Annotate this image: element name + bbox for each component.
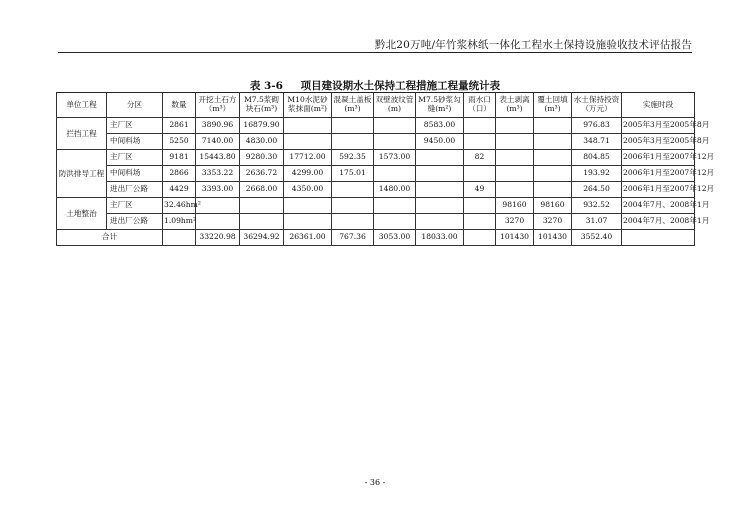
column-header: 双壁波纹管(m) (374, 93, 416, 118)
table-title (0, 78, 750, 93)
table-cell: 49 (464, 182, 496, 198)
column-header: 实施时段 (622, 93, 695, 118)
table-cell: 264.50 (572, 182, 622, 198)
table-cell: 2668.00 (240, 182, 284, 198)
table-cell (374, 166, 416, 182)
table-cell: 7140.00 (196, 134, 240, 150)
table-cell: 主厂区 (107, 198, 163, 214)
table-cell: 32.46hm² (163, 198, 196, 214)
table-cell (534, 166, 572, 182)
table-row (57, 182, 695, 198)
table-cell: 9280.30 (240, 150, 284, 166)
table-row (57, 150, 695, 166)
table-cell (332, 118, 374, 134)
table-cell: 1.09hm² (163, 214, 196, 230)
table-cell: 348.71 (572, 134, 622, 150)
table-cell: 2006年1月至2007年12月 (622, 182, 695, 198)
table-cell: 175.01 (332, 166, 374, 182)
group-label: 拦挡工程 (57, 118, 107, 150)
table-number: 表 3-6 (249, 80, 283, 92)
group-label: 防洪排导工程 (57, 150, 107, 198)
table-cell (284, 198, 332, 214)
table-cell (196, 214, 240, 230)
column-header: 水土保持投资（万元） (572, 93, 622, 118)
table-cell: 3890.96 (196, 118, 240, 134)
table-cell (464, 230, 496, 246)
table-cell: 98160 (534, 198, 572, 214)
table-cell: 101430 (534, 230, 572, 246)
table-cell (416, 214, 464, 230)
column-header: 单位工程 (57, 93, 107, 118)
table-cell: 98160 (496, 198, 534, 214)
table-cell: 主厂区 (107, 150, 163, 166)
column-header: 数量 (163, 93, 196, 118)
table-cell: 3053.00 (374, 230, 416, 246)
column-header: 分区 (107, 93, 163, 118)
table-cell: 3552.40 (572, 230, 622, 246)
table-cell: 1480.00 (374, 182, 416, 198)
table-cell: 3393.00 (196, 182, 240, 198)
table-cell (496, 182, 534, 198)
table-cell: 804.85 (572, 150, 622, 166)
table-cell: 2004年7月、2008年1月 (622, 214, 695, 230)
table-cell: 4350.00 (284, 182, 332, 198)
quantity-statistics-table (56, 92, 715, 246)
total-label: 合计 (57, 230, 163, 246)
column-header: 覆土回填(m³) (534, 93, 572, 118)
table-cell: 5250 (163, 134, 196, 150)
table-cell (464, 166, 496, 182)
table-caption: 项目建设期水土保持工程措施工程量统计表 (300, 80, 501, 92)
table-cell (332, 134, 374, 150)
table-cell: 4299.00 (284, 166, 332, 182)
table-cell (332, 198, 374, 214)
table-cell: 767.36 (332, 230, 374, 246)
table-cell (464, 118, 496, 134)
table-cell (496, 118, 534, 134)
table-cell: 82 (464, 150, 496, 166)
table-cell (496, 150, 534, 166)
table-cell (374, 214, 416, 230)
table-cell (163, 230, 196, 246)
table-cell: 16879.90 (240, 118, 284, 134)
table-cell: 进出厂公路 (107, 214, 163, 230)
table-cell: 2636.72 (240, 166, 284, 182)
table-cell (464, 214, 496, 230)
table-cell (622, 230, 695, 246)
table-cell (496, 134, 534, 150)
table-cell (416, 198, 464, 214)
table-cell: 3270 (496, 214, 534, 230)
table-cell (534, 150, 572, 166)
table-cell (332, 182, 374, 198)
table-cell (284, 214, 332, 230)
table-row (57, 198, 695, 214)
table-cell (332, 214, 374, 230)
page-number: - 36 - (364, 478, 386, 487)
table-cell: 976.83 (572, 118, 622, 134)
table-cell: 592.35 (332, 150, 374, 166)
table-cell (416, 166, 464, 182)
table-cell: 2006年1月至2007年12月 (622, 166, 695, 182)
column-header: M7.5浆砌块石(m³) (240, 93, 284, 118)
table-header-row (57, 93, 695, 118)
table-cell (416, 150, 464, 166)
group-label: 土地整治 (57, 198, 107, 230)
table-cell (464, 134, 496, 150)
table-cell: 2861 (163, 118, 196, 134)
table-cell: 17712.00 (284, 150, 332, 166)
column-header: 表土剥离(m³) (496, 93, 534, 118)
table-cell: 36294.92 (240, 230, 284, 246)
table-cell: 3353.22 (196, 166, 240, 182)
table-cell: 2005年3月至2005年8月 (622, 134, 695, 150)
table-cell: 18033.00 (416, 230, 464, 246)
table-row (57, 118, 695, 134)
table-cell: 2866 (163, 166, 196, 182)
header-rule (58, 52, 692, 53)
table-cell (240, 198, 284, 214)
table-cell: 主厂区 (107, 118, 163, 134)
table-cell: 15443.80 (196, 150, 240, 166)
table-cell (284, 134, 332, 150)
table-row (57, 134, 695, 150)
table-cell (534, 118, 572, 134)
table-cell: 8583.00 (416, 118, 464, 134)
table-cell: 2006年1月至2007年12月 (622, 150, 695, 166)
table-cell (464, 198, 496, 214)
column-header: M10水泥砂浆抹面(m²) (284, 93, 332, 118)
table-cell: 9450.00 (416, 134, 464, 150)
total-row (57, 230, 695, 246)
table-cell (374, 198, 416, 214)
table-cell: 101430 (496, 230, 534, 246)
table-cell: 26361.00 (284, 230, 332, 246)
table-cell: 9181 (163, 150, 196, 166)
table-cell (534, 182, 572, 198)
table-cell: 4830.00 (240, 134, 284, 150)
table-cell: 33220.98 (196, 230, 240, 246)
table-cell (416, 182, 464, 198)
table-cell (374, 134, 416, 150)
column-header: M7.5砂浆勾缝(m²) (416, 93, 464, 118)
table-cell: 进出厂公路 (107, 182, 163, 198)
table-cell: 2005年3月至2005年8月 (622, 118, 695, 134)
table-cell (534, 134, 572, 150)
table-cell: 3270 (534, 214, 572, 230)
column-header: 雨水口（口） (464, 93, 496, 118)
table-row (57, 166, 695, 182)
table-row (57, 214, 695, 230)
table-cell: 2004年7月、2008年1月 (622, 198, 695, 214)
table-cell (374, 118, 416, 134)
column-header: 混凝土盖板(m³) (332, 93, 374, 118)
table-cell: 193.92 (572, 166, 622, 182)
table-cell (496, 166, 534, 182)
table-cell (284, 118, 332, 134)
table-cell: 4429 (163, 182, 196, 198)
table-cell: 1573.00 (374, 150, 416, 166)
table-cell (240, 214, 284, 230)
table-cell: 中间料场 (107, 166, 163, 182)
table-cell (196, 198, 240, 214)
table-cell: 932.52 (572, 198, 622, 214)
table-cell: 中间料场 (107, 134, 163, 150)
table-cell: 31.07 (572, 214, 622, 230)
column-header: 开挖土石方（m³） (196, 93, 240, 118)
report-header-title: 黔北20万吨/年竹浆林纸一体化工程水土保持设施验收技术评估报告 (374, 39, 692, 51)
